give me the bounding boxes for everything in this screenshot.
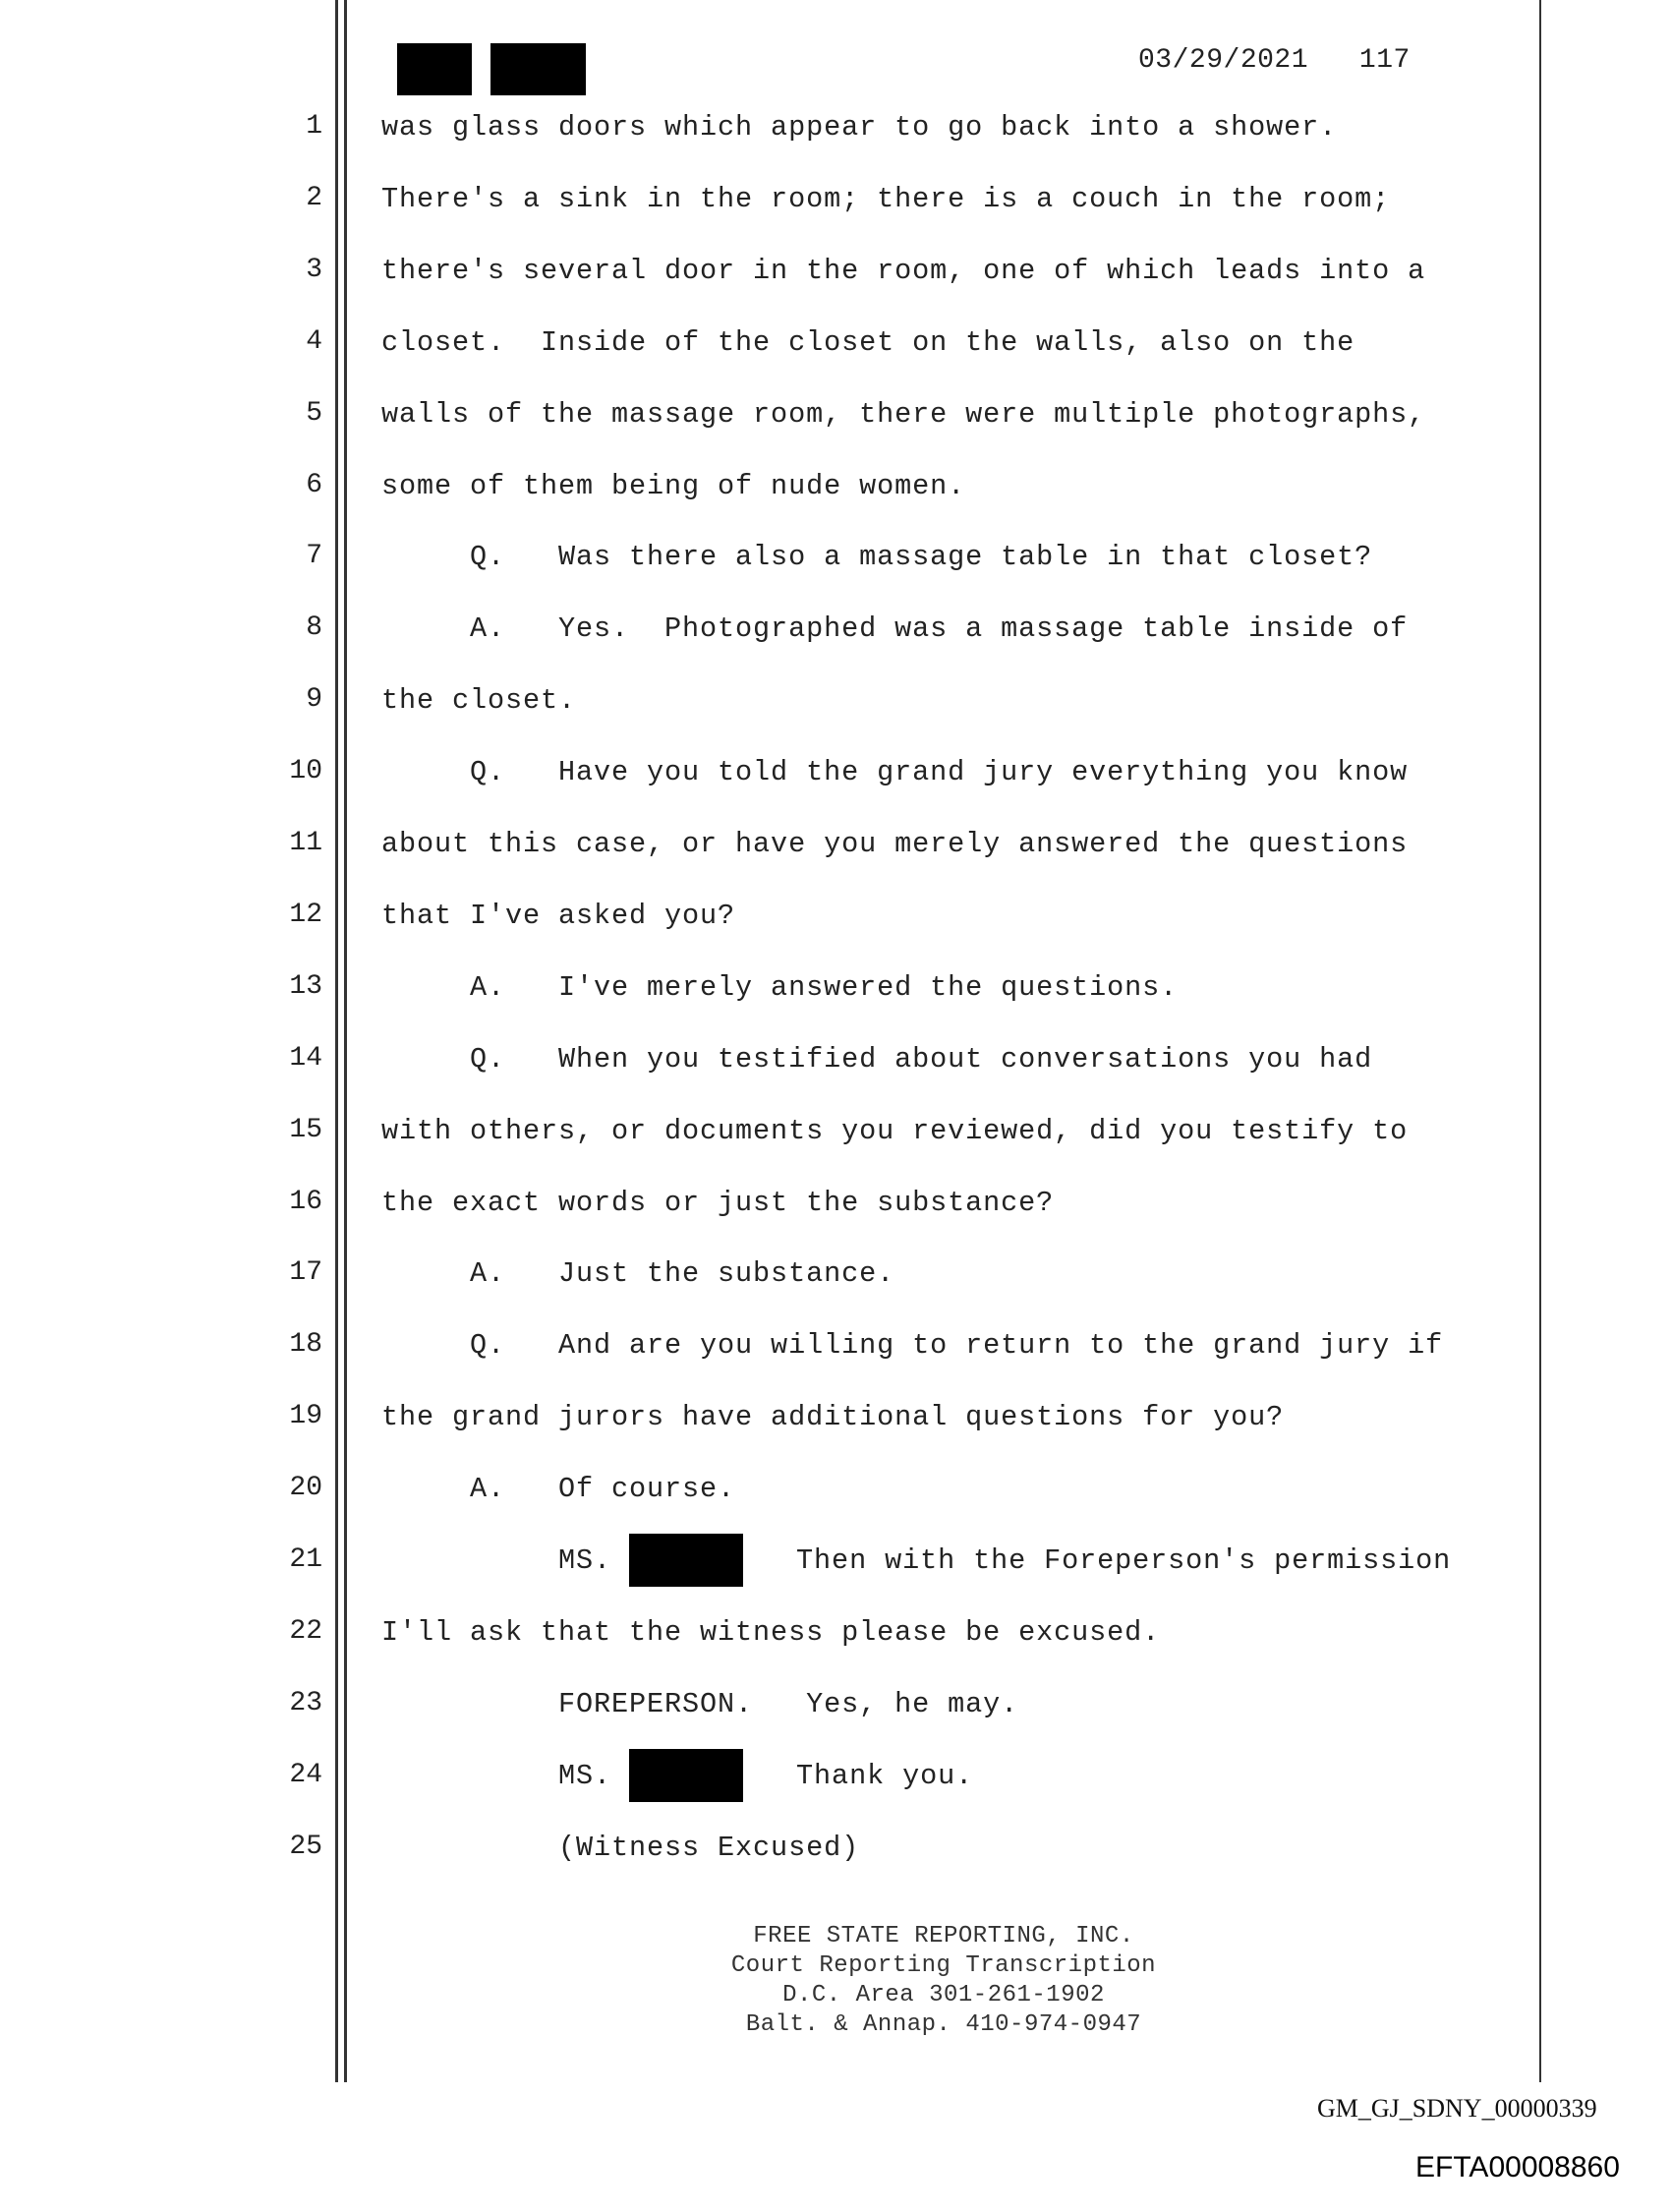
line-text: closet. Inside of the closet on the walls, also on the [381,326,1355,359]
line-text: was glass doors which appear to go back into a shower. [381,111,1338,144]
line-number: 23 [289,1688,322,1718]
name-redaction-box [629,1749,743,1802]
line-number: 21 [289,1544,322,1575]
transcript-line [381,828,1408,860]
line-text: walls of the massage room, there were multiple photographs, [381,398,1426,431]
line-text: with others, or documents you reviewed, did you testify to [381,1115,1409,1147]
header-date-page: 03/29/2021 117 [1138,45,1411,76]
line-text: I'll ask that the witness please be excused. [381,1616,1161,1649]
name-redaction-box [629,1534,743,1587]
line-number: 25 [289,1832,322,1862]
line-number: 10 [289,756,322,786]
transcript-line [381,1688,1018,1720]
margin-rule-right [1539,0,1541,2082]
transcript-line [381,1257,894,1290]
header-redaction-box [490,43,586,95]
line-text: about this case, or have you merely answered the questions [381,828,1409,860]
line-text: the closet. [381,684,577,717]
line-text: Q. Was there also a massage table in that closet? [381,541,1373,573]
footer-company: FREE STATE REPORTING, INC. [753,1923,1134,1950]
footer-phone-dc: D.C. Area 301-261-1902 [782,1982,1105,2008]
bates-number: GM_GJ_SDNY_00000339 [1317,2094,1597,2123]
line-number: 20 [289,1473,322,1503]
transcript-line [381,1043,1372,1076]
line-number: 3 [306,255,322,285]
line-text: Q. And are you willing to return to the grand jury if [381,1329,1444,1362]
line-number: 18 [289,1329,322,1360]
margin-rule-left-inner [344,0,347,2082]
line-text: A. Of course. [381,1473,736,1505]
transcript-line [381,756,1408,788]
line-number: 13 [289,971,322,1002]
transcript-line [381,183,1390,215]
line-number: 15 [289,1115,322,1145]
transcript-line [381,971,1178,1004]
transcript-line [381,255,1425,287]
line-number: 5 [306,398,322,429]
line-number: 1 [306,111,322,142]
line-text: MS. [381,1544,630,1577]
line-text: that I've asked you? [381,900,736,932]
line-text: A. Yes. Photographed was a massage table inside of [381,612,1409,645]
transcript-line [381,1115,1408,1147]
line-number: 11 [289,828,322,858]
header-redaction-box [397,43,472,95]
footer-services: Court Reporting Transcription [730,1952,1157,1979]
line-text: A. Just the substance. [381,1257,895,1290]
reporter-footer [550,1922,1337,2040]
transcript-line [381,1616,1160,1649]
line-text-after-redaction: Then with the Foreperson's permission [743,1544,1452,1577]
line-number: 2 [306,183,322,213]
line-number: 8 [306,612,322,643]
line-text: some of them being of nude women. [381,470,966,502]
line-text: the grand jurors have additional questions for you? [381,1401,1285,1433]
margin-rule-left [335,0,338,2082]
line-number: 14 [289,1043,322,1074]
line-number: 6 [306,470,322,500]
transcript-line [381,326,1354,359]
line-text: Q. Have you told the grand jury everything you know [381,756,1409,788]
transcript-line [381,1544,1451,1577]
footer-phone-balt: Balt. & Annap. 410-974-0947 [745,2011,1142,2038]
line-text: (Witness Excused) [381,1832,860,1864]
transcript-line [381,1760,973,1792]
transcript-line [381,1832,859,1864]
transcript-line [381,541,1372,573]
line-text: MS. [381,1760,630,1792]
line-text-after-redaction: Thank you. [743,1760,974,1792]
line-text: there's several door in the room, one of which leads into a [381,255,1426,287]
transcript-line [381,1473,735,1505]
transcript-line [381,470,965,502]
line-number: 16 [289,1187,322,1217]
line-number: 7 [306,541,322,571]
line-text: Q. When you testified about conversations you had [381,1043,1373,1076]
transcript-line [381,1187,1054,1219]
line-text: the exact words or just the substance? [381,1187,1055,1219]
transcript-line [381,1401,1284,1433]
line-number: 22 [289,1616,322,1647]
line-number: 12 [289,900,322,930]
line-number: 24 [289,1760,322,1790]
transcript-line [381,111,1337,144]
line-text: There's a sink in the room; there is a couch in the room; [381,183,1391,215]
line-number: 17 [289,1257,322,1288]
efta-number: EFTA00008860 [1415,2151,1620,2183]
transcript-line [381,684,576,717]
transcript-line [381,900,735,932]
line-number: 19 [289,1401,322,1431]
transcript-line [381,612,1408,645]
line-text: A. I've merely answered the questions. [381,971,1179,1004]
transcript-line [381,1329,1443,1362]
line-number: 4 [306,326,322,357]
transcript-line [381,398,1425,431]
line-number: 9 [306,684,322,715]
line-text: FOREPERSON. Yes, he may. [381,1688,1019,1720]
